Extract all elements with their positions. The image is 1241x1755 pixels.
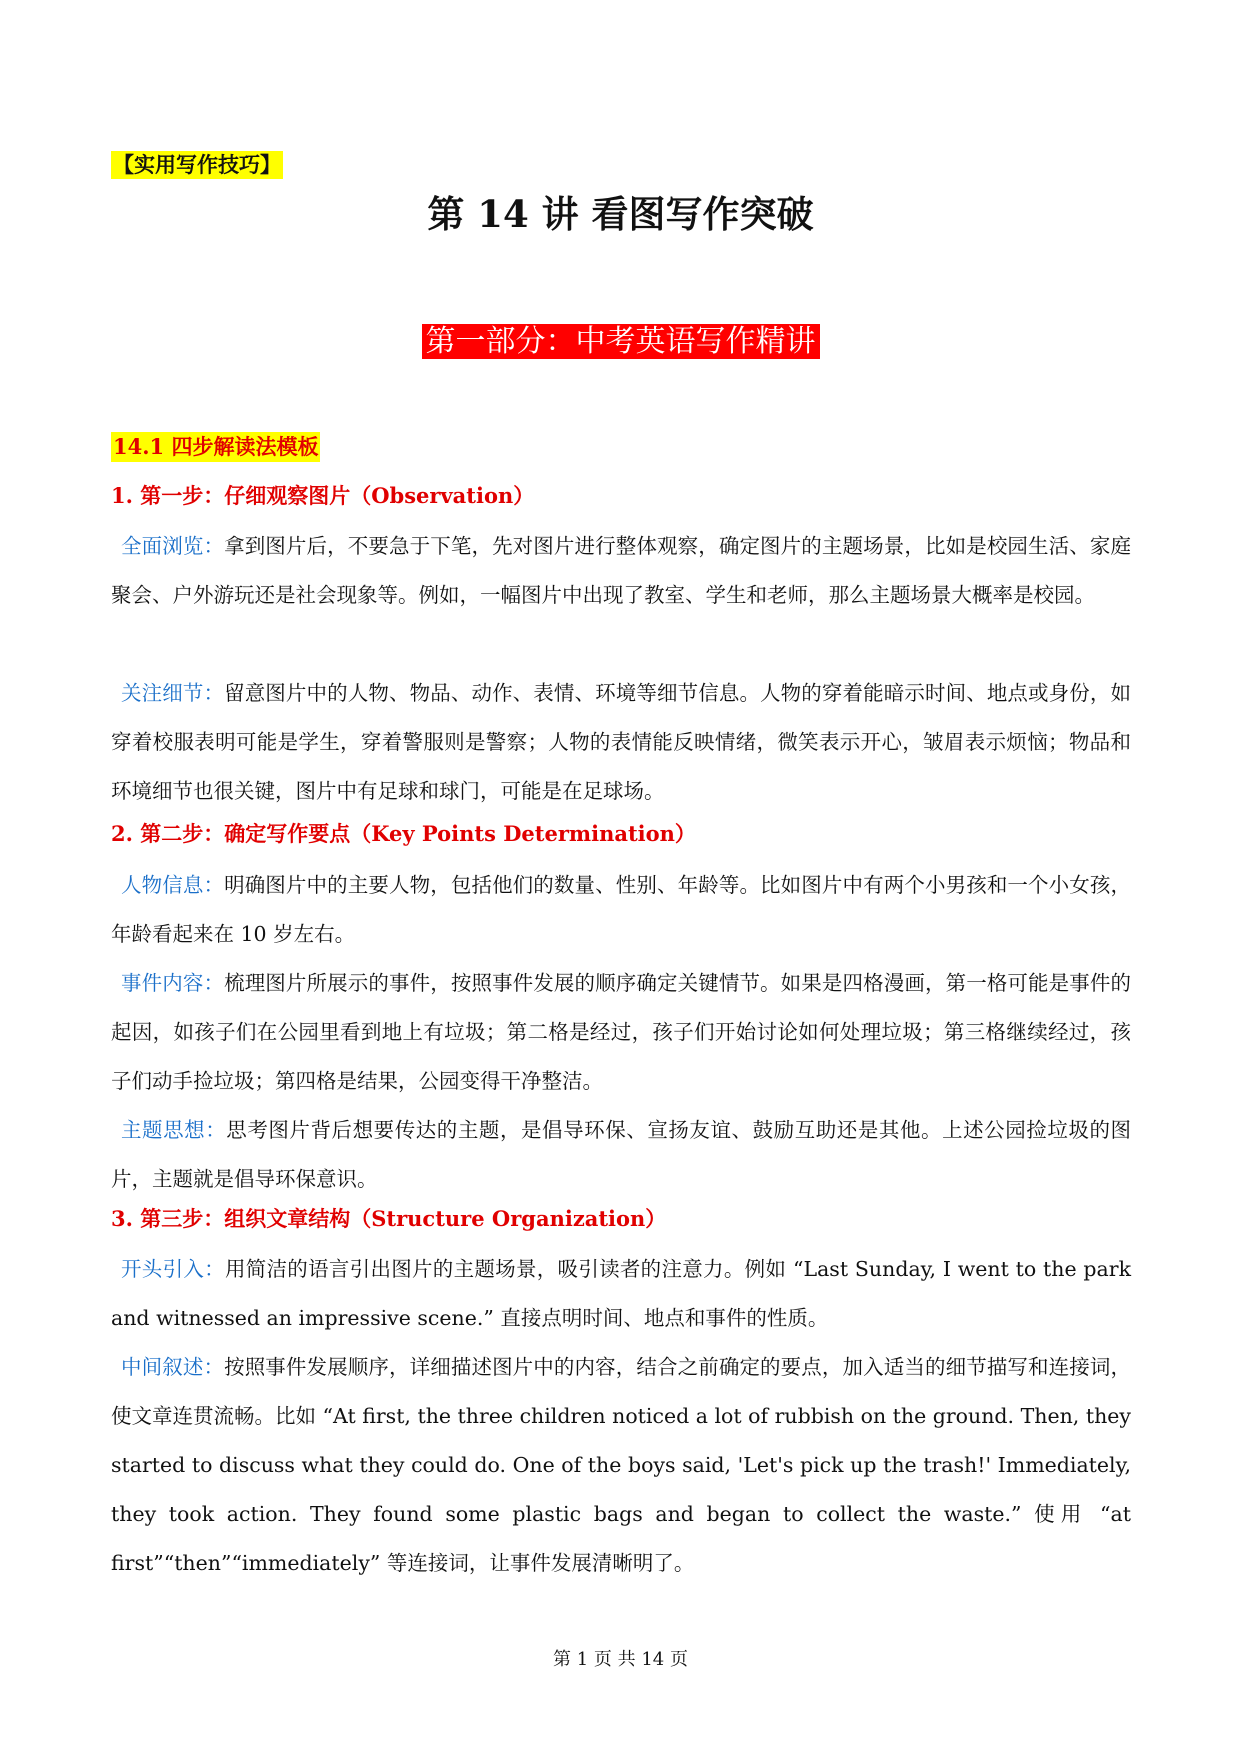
keyword: 人物信息： bbox=[121, 873, 225, 897]
paragraph-details bbox=[111, 669, 1131, 816]
paragraph-characters bbox=[111, 861, 1131, 959]
keyword: 中间叙述： bbox=[121, 1355, 225, 1379]
keyword: 开头引入： bbox=[121, 1257, 225, 1281]
part-heading-wrap bbox=[0, 322, 1241, 362]
keyword: 主题思想： bbox=[121, 1118, 227, 1142]
paragraph-opening bbox=[111, 1245, 1131, 1343]
paragraph-events bbox=[111, 959, 1131, 1106]
paragraph-overview bbox=[111, 522, 1131, 620]
paragraph-middle bbox=[111, 1343, 1131, 1588]
paragraph-theme bbox=[111, 1106, 1131, 1204]
step-1-heading: 1. 第一步：仔细观察图片（Observation） bbox=[111, 483, 535, 508]
paragraph-text: 梳理图片所展示的事件，按照事件发展的顺序确定关键情节。如果是四格漫画，第一格可能是事件的起因，如孩子们在公园里看到地上有垃圾；第二格是经过，孩子们开始讨论如何处理垃圾；第三格继续经过，孩子们动手捡垃圾；第四格是结果，公园变得干净整洁。 bbox=[111, 971, 1132, 1093]
paragraph-text: 留意图片中的人物、物品、动作、表情、环境等细节信息。人物的穿着能暗示时间、地点或身份，如穿着校服表明可能是学生，穿着警服则是警察；人物的表情能反映情绪，微笑表示开心，皱眉表示烦恼；物品和环境细节也很关键，图片中有足球和球门，可能是在足球场。 bbox=[111, 681, 1132, 803]
step-2-heading: 2. 第二步：确定写作要点（Key Points Determination） bbox=[111, 821, 696, 846]
keyword: 关注细节： bbox=[121, 681, 225, 705]
part-heading: 第一部分：中考英语写作精讲 bbox=[422, 324, 820, 359]
paragraph-text: 明确图片中的主要人物，包括他们的数量、性别、年龄等。比如图片中有两个小男孩和一个小女孩，年龄看起来在 10 岁左右。 bbox=[111, 873, 1132, 946]
page-footer: 第 1 页 共 14 页 bbox=[553, 1649, 688, 1670]
paragraph-text: 用简洁的语言引出图片的主题场景，吸引读者的注意力。例如 “Last Sunday, I went to the park and witnessed an impressive scene.” 直接点明时间、地点和事件的性质。 bbox=[111, 1257, 1131, 1330]
page-title: 第 14 讲 看图写作突破 bbox=[427, 192, 814, 236]
category-tag: 【实用写作技巧】 bbox=[113, 152, 281, 177]
step-3-heading: 3. 第三步：组织文章结构（Structure Organization） bbox=[111, 1206, 667, 1231]
paragraph-text: 按照事件发展顺序，详细描述图片中的内容，结合之前确定的要点，加入适当的细节描写和连接词，使文章连贯流畅。比如 “At first, the three children noticed a lot of rubbish on the ground. Then, they started to discuss what they could do. One of the boys said, 'Let's pick up the trash!' Immediately, they took action. They found some plastic bags and began to collect the waste.” 使用 “at first”“then”“immediately” 等连接词，让事件发展清晰明了。 bbox=[111, 1355, 1132, 1575]
keyword: 事件内容： bbox=[121, 971, 225, 995]
keyword: 全面浏览： bbox=[121, 534, 225, 558]
section-heading: 14.1 四步解读法模板 bbox=[111, 432, 320, 462]
paragraph-text: 思考图片背后想要传达的主题，是倡导环保、宣扬友谊、鼓励互助还是其他。上述公园捡垃圾的图片，主题就是倡导环保意识。 bbox=[111, 1118, 1131, 1191]
paragraph-text: 拿到图片后，不要急于下笔，先对图片进行整体观察，确定图片的主题场景，比如是校园生活、家庭聚会、户外游玩还是社会现象等。例如，一幅图片中出现了教室、学生和老师，那么主题场景大概率是校园。 bbox=[111, 534, 1132, 607]
